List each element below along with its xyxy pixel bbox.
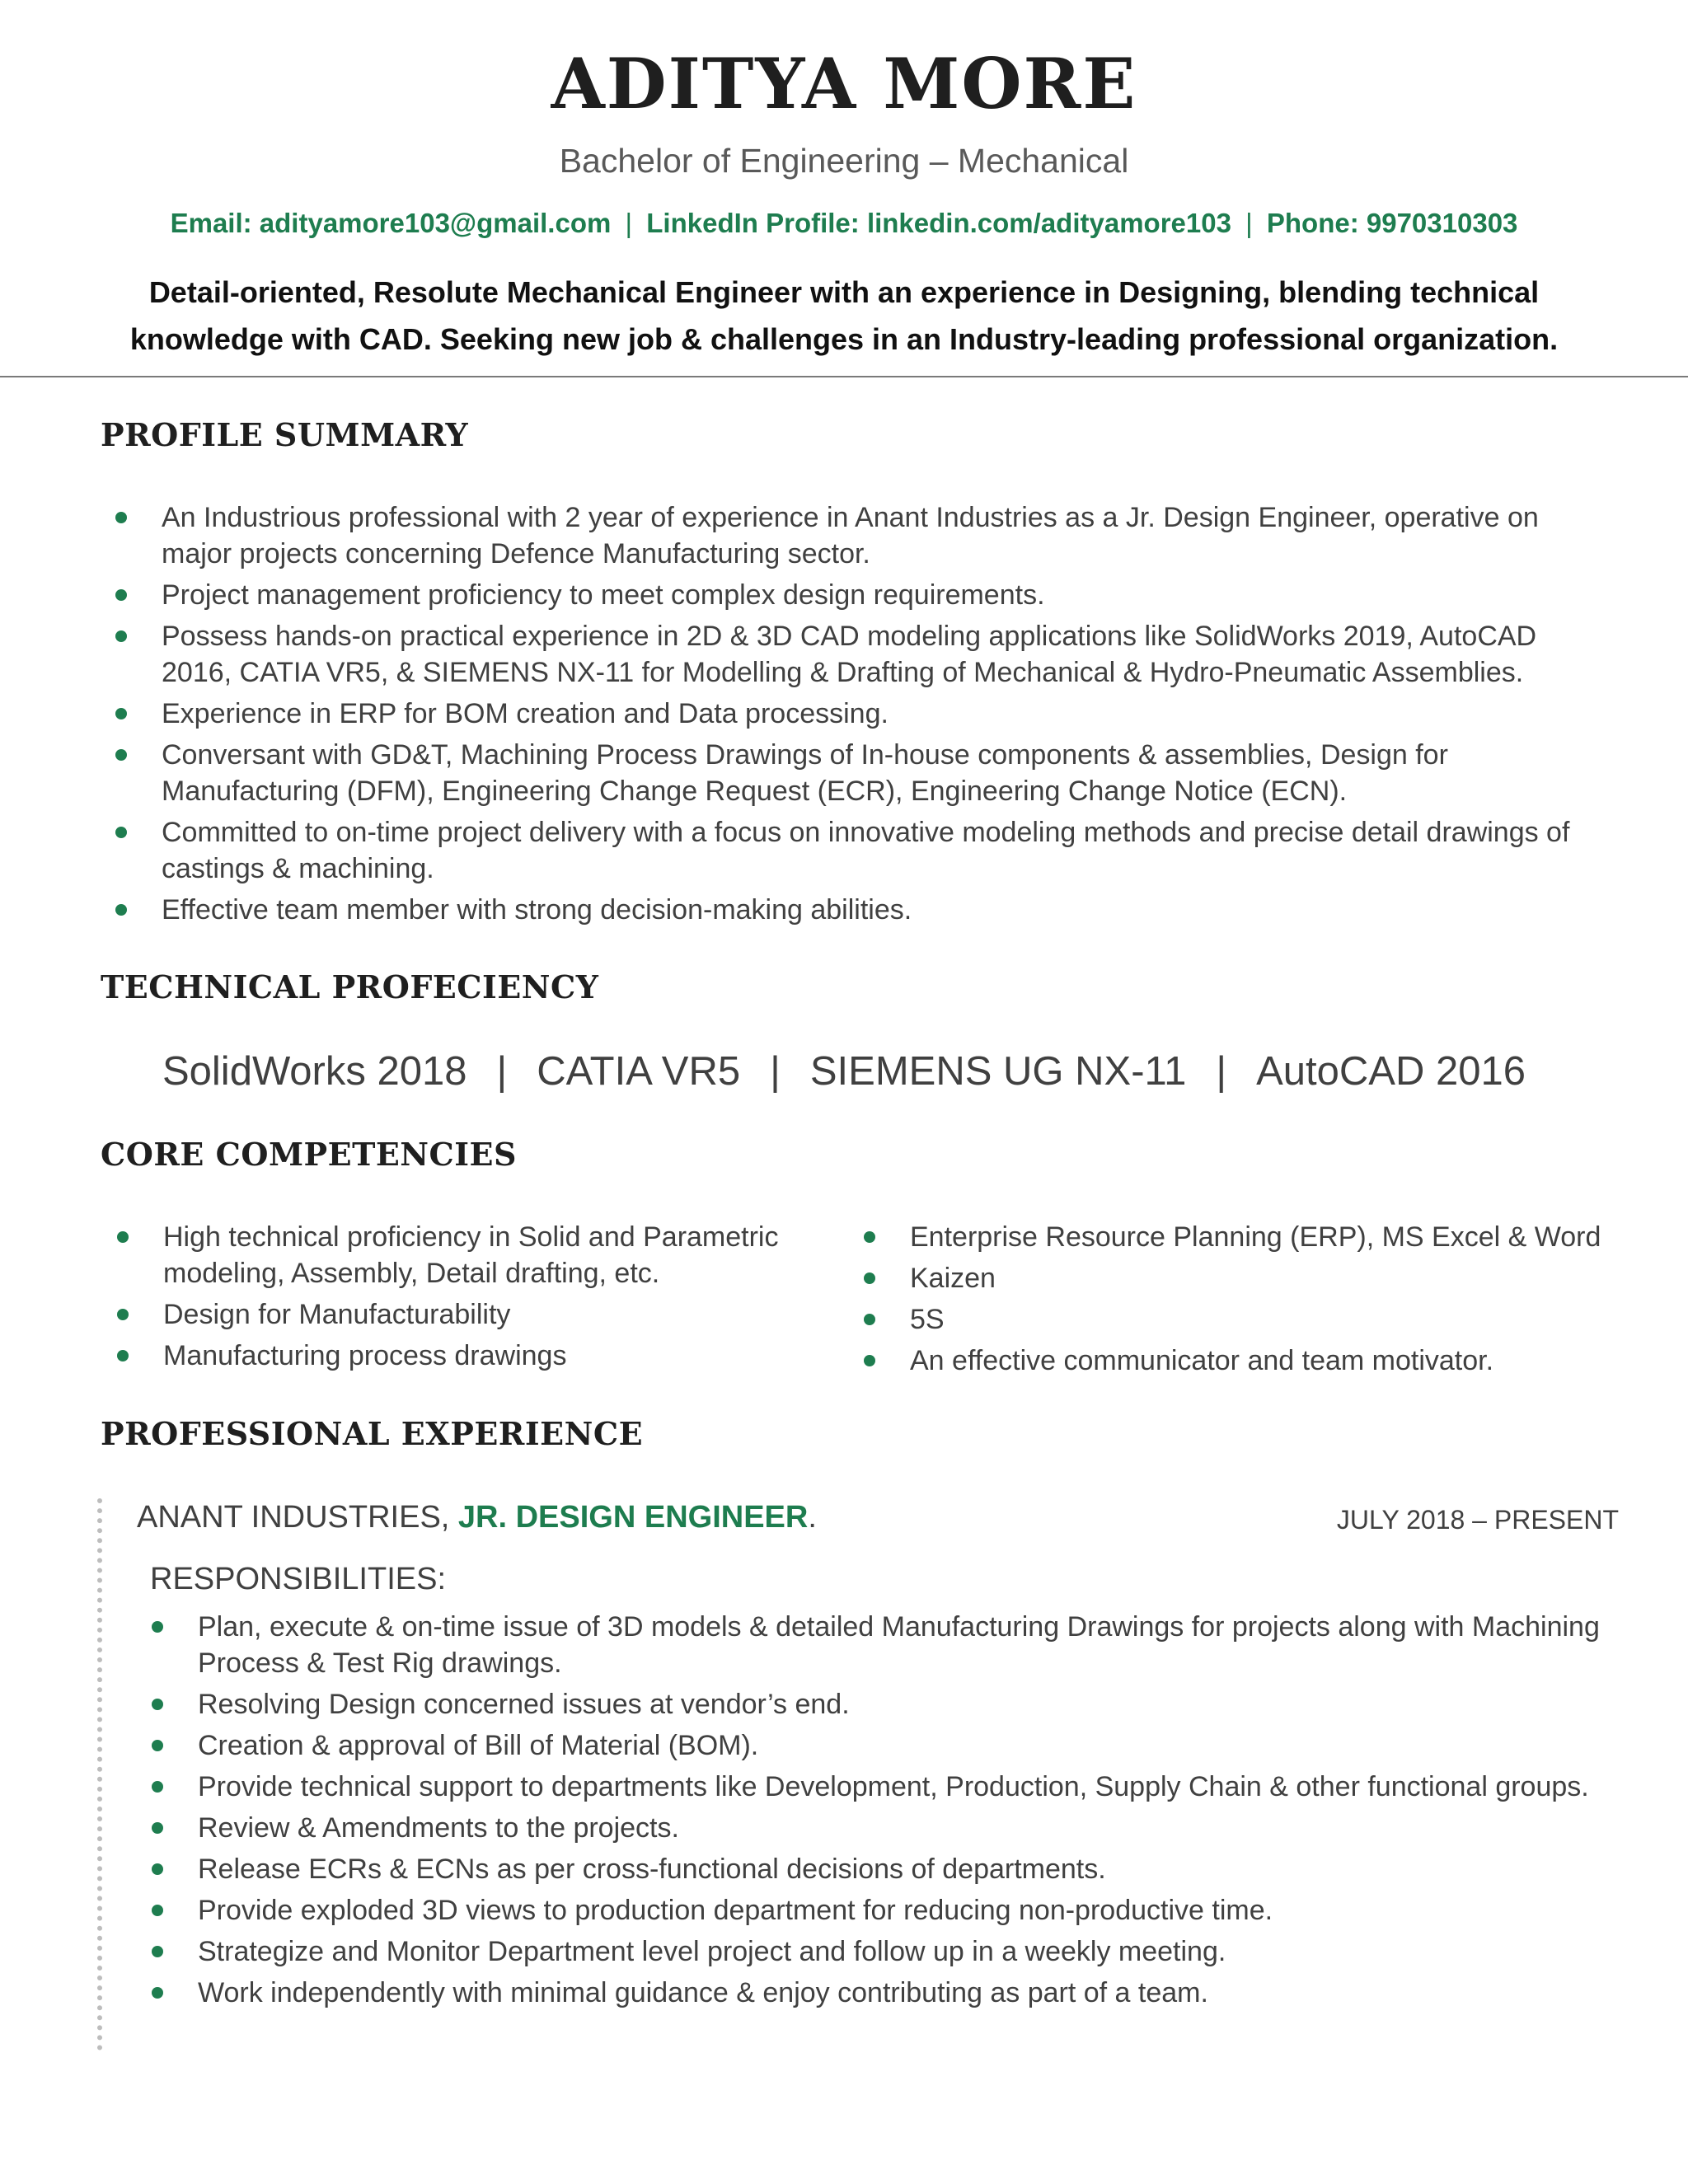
bullet-icon xyxy=(152,1699,163,1710)
bullet-icon xyxy=(115,904,127,916)
competency-item-text: Kaizen xyxy=(910,1263,996,1294)
experience-dates: JULY 2018 – PRESENT xyxy=(1336,1505,1619,1535)
tool-name: SolidWorks 2018 xyxy=(162,1049,467,1094)
bullet-icon xyxy=(864,1231,875,1243)
objective-statement: Detail-oriented, Resolute Mechanical Engineer with an experience in Designing, blending technical knowledge with CAD. Seeking new job & challenges in an Industry-leading professional organization. xyxy=(129,275,1559,356)
bullet-icon xyxy=(152,1946,163,1957)
bullet-icon xyxy=(117,1309,129,1320)
profile-summary-list xyxy=(101,499,1601,933)
summary-item-text: Experience in ERP for BOM creation and Data processing. xyxy=(162,698,889,729)
competency-item xyxy=(849,1260,1640,1296)
responsibility-item xyxy=(137,1769,1620,1805)
bullet-icon xyxy=(152,1781,163,1793)
tool-separator: | xyxy=(1216,1049,1227,1094)
competency-item-text: An effective communicator and team motivator. xyxy=(910,1345,1494,1376)
bullet-icon xyxy=(115,630,127,642)
summary-item xyxy=(101,737,1601,809)
summary-item-text: Conversant with GD&T, Machining Process Drawings of In-house components & assemblies, Design for Manufacturing (DFM), Engineering Change Request (ECR), Engineering Change Notice (ECN). xyxy=(162,739,1448,807)
summary-item xyxy=(101,618,1601,691)
competency-item-text: Design for Manufacturability xyxy=(163,1299,511,1330)
tool-name: AutoCAD 2016 xyxy=(1256,1049,1526,1094)
competency-item xyxy=(849,1343,1640,1379)
responsibility-item xyxy=(137,1851,1620,1887)
email-link[interactable]: Email: adityamore103@gmail.com xyxy=(170,208,612,238)
summary-item-text: An Industrious professional with 2 year of experience in Anant Industries as a Jr. Design Engineer, operative on major projects concerning Defence Manufacturing sector. xyxy=(162,502,1539,569)
tool-name: CATIA VR5 xyxy=(537,1049,741,1094)
summary-item xyxy=(101,892,1601,928)
tool-name: SIEMENS UG NX-11 xyxy=(809,1049,1187,1094)
summary-item xyxy=(101,577,1601,613)
summary-item xyxy=(101,696,1601,732)
contact-line xyxy=(0,208,1688,239)
bullet-icon xyxy=(152,1621,163,1633)
experience-heading xyxy=(137,1500,817,1535)
bullet-icon xyxy=(864,1314,875,1325)
competency-item-text: Enterprise Resource Planning (ERP), MS Excel & Word xyxy=(910,1221,1601,1253)
tool-separator: | xyxy=(770,1049,781,1094)
responsibility-item-text: Resolving Design concerned issues at vendor’s end. xyxy=(198,1689,850,1720)
summary-item-text: Effective team member with strong decision-making abilities. xyxy=(162,894,912,926)
responsibility-item xyxy=(137,1892,1620,1929)
summary-item xyxy=(101,814,1601,887)
competency-item xyxy=(849,1219,1640,1255)
company-name: ANANT INDUSTRIES, xyxy=(137,1500,458,1535)
responsibility-item-text: Work independently with minimal guidance & enjoy contributing as part of a team. xyxy=(198,1977,1208,2008)
competency-item-text: Manufacturing process drawings xyxy=(163,1340,567,1371)
contact-separator: | xyxy=(625,208,633,238)
degree: Bachelor of Engineering – Mechanical xyxy=(559,142,1129,180)
summary-item xyxy=(101,499,1601,572)
section-title-technical: TECHNICAL PROFECIENCY xyxy=(101,968,599,1005)
bullet-icon xyxy=(117,1350,129,1361)
bullet-icon xyxy=(152,1863,163,1875)
tool-separator: | xyxy=(496,1049,508,1094)
bullet-icon xyxy=(152,1740,163,1751)
responsibility-item-text: Review & Amendments to the projects. xyxy=(198,1812,679,1844)
bullet-icon xyxy=(115,827,127,838)
bullet-icon xyxy=(115,512,127,523)
core-competencies-right xyxy=(849,1219,1640,1384)
responsibility-item-text: Provide exploded 3D views to production department for reducing non-productive time. xyxy=(198,1895,1273,1926)
linkedin-link[interactable]: LinkedIn Profile: linkedin.com/adityamore103 xyxy=(646,208,1231,238)
competency-item-text: High technical proficiency in Solid and Parametric modeling, Assembly, Detail drafting, etc. xyxy=(163,1221,779,1289)
bullet-icon xyxy=(864,1272,875,1284)
bullet-icon xyxy=(115,708,127,719)
responsibilities-list xyxy=(137,1609,1620,2016)
candidate-name: ADITYA MORE xyxy=(551,43,1137,124)
bullet-icon xyxy=(115,589,127,601)
role-suffix: . xyxy=(808,1500,817,1535)
bullet-icon xyxy=(115,749,127,761)
responsibility-item xyxy=(137,1933,1620,1970)
section-title-experience: PROFESSIONAL EXPERIENCE xyxy=(101,1415,644,1452)
experience-dotted-border xyxy=(97,1498,102,2050)
section-title-core-competencies: CORE COMPETENCIES xyxy=(101,1136,517,1173)
bullet-icon xyxy=(152,1822,163,1834)
job-role: JR. DESIGN ENGINEER xyxy=(457,1500,809,1535)
responsibility-item-text: Plan, execute & on-time issue of 3D models & detailed Manufacturing Drawings for projects along with Machining Process & Test Rig drawings. xyxy=(198,1611,1600,1679)
responsibilities-label: RESPONSIBILITIES: xyxy=(150,1562,446,1596)
summary-item-text: Possess hands-on practical experience in 2D & 3D CAD modeling applications like SolidWorks 2019, AutoCAD 2016, CATIA VR5, & SIEMENS NX-11 for Modelling & Drafting of Mechanical & Hydro-Pneumatic Assemblies. xyxy=(162,621,1537,688)
responsibility-item-text: Provide technical support to departments like Development, Production, Supply Chain & other functional groups. xyxy=(198,1771,1589,1802)
bullet-icon xyxy=(152,1905,163,1916)
bullet-icon xyxy=(152,1987,163,1999)
section-title-profile-summary: PROFILE SUMMARY xyxy=(101,416,469,453)
phone-number: Phone: 9970310303 xyxy=(1266,208,1518,238)
responsibility-item xyxy=(137,1727,1620,1764)
competency-item xyxy=(849,1301,1640,1338)
competency-item xyxy=(102,1296,828,1333)
competency-item xyxy=(102,1338,828,1374)
bullet-icon xyxy=(117,1231,129,1243)
core-competencies-left xyxy=(102,1219,828,1379)
responsibility-item xyxy=(137,1609,1620,1681)
bullet-icon xyxy=(864,1355,875,1366)
responsibility-item xyxy=(137,1686,1620,1722)
competency-item-text: 5S xyxy=(910,1304,945,1335)
responsibility-item xyxy=(137,1810,1620,1846)
responsibility-item xyxy=(137,1975,1620,2011)
responsibility-item-text: Release ECRs & ECNs as per cross-functional decisions of departments. xyxy=(198,1854,1106,1885)
header-divider xyxy=(0,376,1688,377)
competency-item xyxy=(102,1219,828,1291)
summary-item-text: Project management proficiency to meet complex design requirements. xyxy=(162,579,1045,611)
responsibility-item-text: Creation & approval of Bill of Material (BOM). xyxy=(198,1730,759,1761)
responsibility-item-text: Strategize and Monitor Department level project and follow up in a weekly meeting. xyxy=(198,1936,1226,1967)
summary-item-text: Committed to on-time project delivery with a focus on innovative modeling methods and precise detail drawings of castings & machining. xyxy=(162,817,1570,884)
contact-separator: | xyxy=(1245,208,1253,238)
technical-tools-row xyxy=(0,1048,1688,1094)
